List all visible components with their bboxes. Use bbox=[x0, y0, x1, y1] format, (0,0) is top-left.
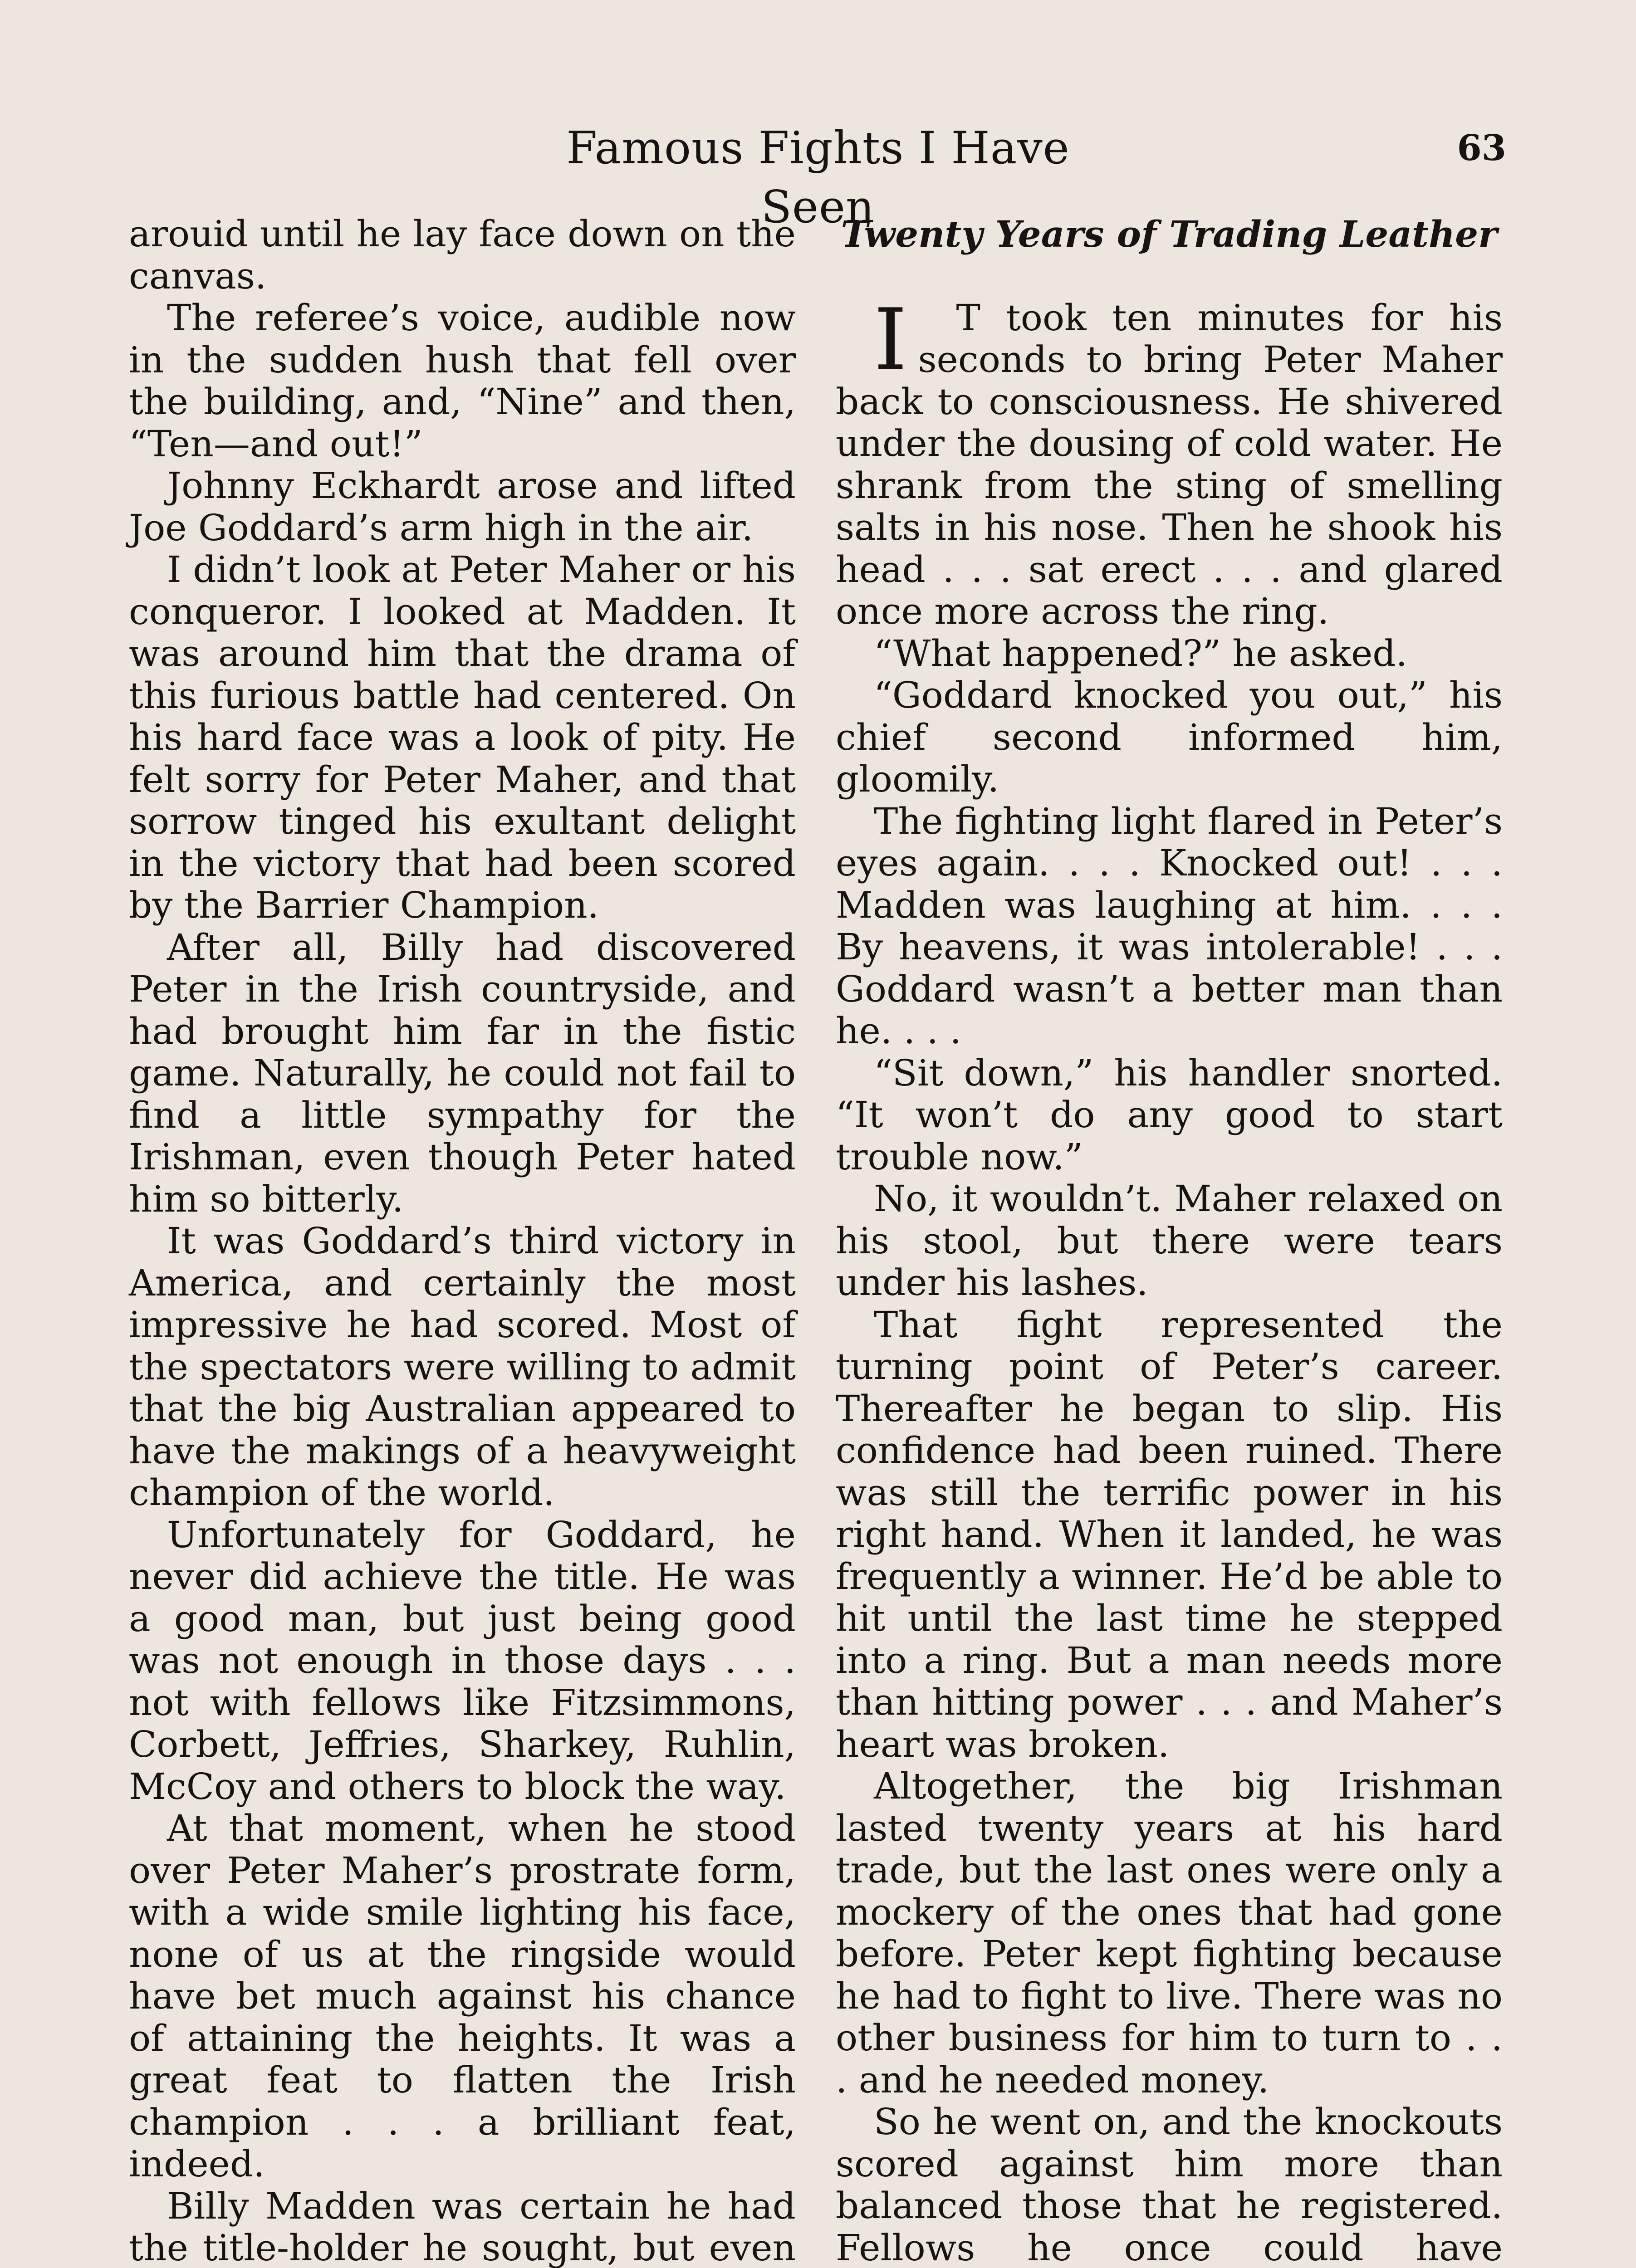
paragraph: arouid until he lay face down on the canvas. bbox=[129, 213, 796, 297]
paragraph: “What happened?” he asked. bbox=[874, 632, 1407, 675]
paragraph: Johnny Eckhardt arose and lifted Joe Goddard’s arm high in the air. bbox=[129, 464, 796, 549]
paragraph: That fight represented the turning point of Peter’s career. Thereafter he began to slip. His confidence had been ruined. There was still the terrific power in his right hand. When it landed, he was frequently a winner. He’d be able to hit until the last time he stepped into a ring. But a man needs more than hitting power . . . and Maher’s heart was broken. bbox=[836, 1303, 1503, 1765]
paragraph: “Goddard knocked you out,” his chief second informed him, gloomily. bbox=[836, 674, 1503, 800]
paragraph: At that moment, when he stood over Peter Maher’s prostrate form, with a wide smile lighting his face, none of us at the ringside would have bet much against his chance of attaining the heights. It was a great feat to flatten the Irish champion . . . a brilliant feat, indeed. bbox=[129, 1807, 796, 2185]
paragraph: I didn’t look at Peter Maher or his conqueror. I looked at Madden. It was around him that the drama of this furious battle had centered. On his hard face was a look of pity. He felt sorry for Peter Maher, and that sorrow tinged his exultant delight in the victory that had been scored by the Barrier Champion. bbox=[129, 548, 796, 926]
running-title: Famous Fights I Have Seen bbox=[566, 122, 1070, 233]
paragraph: Altogether, the big Irishman lasted twenty years at his hard trade, but the last ones were only a mockery of the ones that had gone before. Peter kept fighting because he had to fight to live. There was no other business for him to turn to . . . and he needed money. bbox=[836, 1765, 1503, 2101]
paragraph: Billy Madden was certain he had the title-holder he sought, but even bbox=[129, 2185, 796, 2268]
lead-paragraph-text: T took ten minutes for his seconds to bring Peter Maher back to consciousness. He shivered under the dousing of cold water. He shrank from the sting of smelling salts in his nose. Then he shook his head . . . sat erect . . . and glared once more across the ring. bbox=[836, 296, 1503, 632]
paragraph: After all, Billy had discovered Peter in the Irish countryside, and had brought him far in the fistic game. Naturally, he could not fail to find a little sympathy for the Irishman, even though Peter hated him so bitterly. bbox=[129, 926, 796, 1220]
drop-cap: I bbox=[874, 290, 907, 389]
paragraph: Unfortunately for Goddard, he never did achieve the title. He was a good man, but just being good was not enough in those days . . . not with fellows like Fitzsimmons, Corbett, Jeffries, Sharkey, Ruhlin, McCoy and others to block the way. bbox=[129, 1513, 796, 1808]
paragraph: So he went on, and the knockouts scored against him more than balanced those that he registered. Fellows he once could have bbox=[836, 2101, 1503, 2268]
paragraph: It was Goddard’s third victory in America, and certainly the most impressive he had scored. Most of the spectators were willing to admit that the big Australian appeared to have the makings of a heavyweight champion of the world. bbox=[129, 1220, 796, 1514]
page-header bbox=[0, 119, 1636, 233]
page-number: 63 bbox=[1457, 127, 1506, 169]
paragraph: The fighting light flared in Peter’s eyes again. . . . Knocked out! . . . Madden was laughing at him. . . . By heavens, it was intolerable! . . . Goddard wasn’t a better man than he. . . . bbox=[836, 800, 1503, 1052]
paragraph: No, it wouldn’t. Maher relaxed on his stool, but there were tears under his lashes. bbox=[836, 1178, 1503, 1304]
paragraph: The referee’s voice, audible now in the sudden hush that fell over the building, and, “Nine” and then, “Ten—and out!” bbox=[129, 297, 796, 465]
section-title: Twenty Years of Trading Leather bbox=[841, 213, 1498, 255]
right-column bbox=[836, 213, 1503, 2268]
paragraph: “Sit down,” his handler snorted. “It won’t do any good to start trouble now.” bbox=[836, 1051, 1503, 1178]
lead-paragraph bbox=[836, 290, 1503, 633]
left-column bbox=[129, 213, 796, 2268]
